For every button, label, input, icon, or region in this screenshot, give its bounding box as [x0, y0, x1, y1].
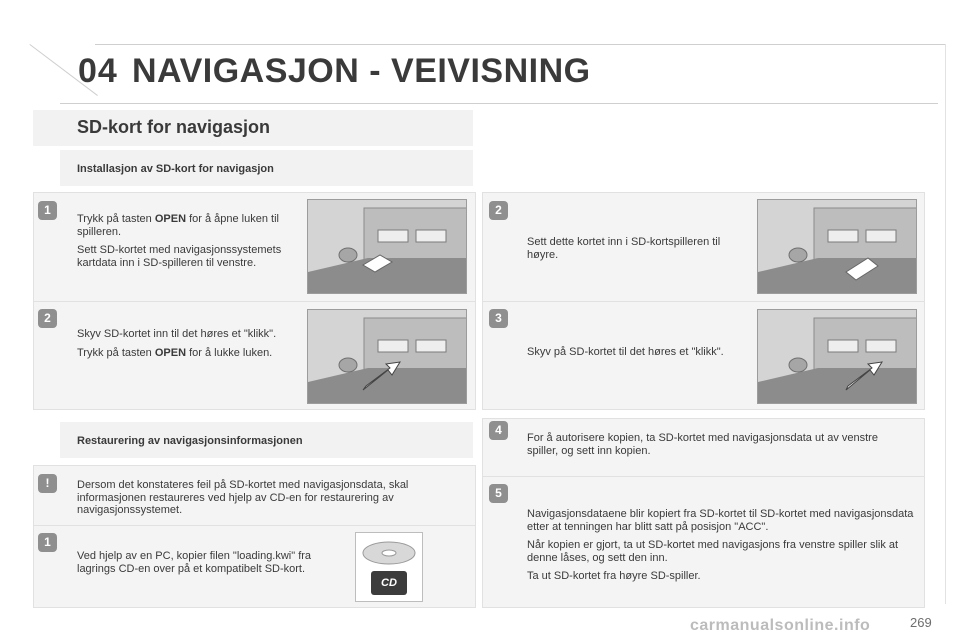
- install-heading: Installasjon av SD-kort for navigasjon: [77, 163, 274, 175]
- cd-label: CD: [381, 577, 397, 589]
- restore-heading: Restaurering av navigasjonsinformasjonen: [77, 435, 303, 447]
- warning-badge: !: [38, 474, 57, 493]
- chapter-number: 04: [78, 52, 118, 90]
- panel-divider: [482, 476, 925, 477]
- header-rule-bottom: [60, 103, 938, 104]
- panel-divider: [482, 301, 925, 302]
- header-rule-top: [95, 44, 945, 45]
- page-title: NAVIGASJON - VEIVISNING: [132, 52, 591, 90]
- page-number: 269: [910, 615, 932, 630]
- step-badge: 3: [489, 309, 508, 328]
- page-right-rule: [945, 44, 946, 604]
- step-3-text: Skyv på SD-kortet til det høres et "klikk".: [527, 346, 724, 358]
- step-badge: 1: [38, 201, 57, 220]
- sd-slot-illustration-push-right: [757, 309, 917, 404]
- section-title: SD-kort for navigasjon: [77, 117, 271, 137]
- step-2-text: Skyv SD-kortet inn til det høres et "klikk". Trykk på tasten OPEN for å lukke luken.: [77, 328, 277, 359]
- step-badge: 2: [38, 309, 57, 328]
- step-badge: 2: [489, 201, 508, 220]
- watermark: carmanualsonline.info: [690, 617, 871, 634]
- step-1-text: Trykk på tasten OPEN for å åpne luken til spilleren. Sett SD-kortet med navigasjonssystemets kartdata inn i SD-spilleren til venstre.: [77, 213, 282, 269]
- sd-slot-illustration-push-left: [307, 309, 467, 404]
- restore-warning-text: Dersom det konstateres feil på SD-kortet med navigasjonsdata, skal informasjonen restaureres ved hjelp av CD-en for restaurering av navigasjonssystemet.: [77, 479, 409, 516]
- panel-divider: [33, 525, 476, 526]
- sd-slot-illustration-insert-right: [757, 199, 917, 294]
- cd-illustration: [355, 532, 423, 602]
- panel-divider: [33, 301, 476, 302]
- step-badge: 4: [489, 421, 508, 440]
- sd-slot-illustration-insert-left: [307, 199, 467, 294]
- restore-step-1-text: Ved hjelp av en PC, kopier filen "loading.kwi" fra lagrings CD-en over på et kompatibelt SD-kort.: [77, 550, 312, 575]
- step-2-right-text: Sett dette kortet inn i SD-kortspilleren til høyre.: [527, 236, 721, 261]
- restore-step-4-text: For å autorisere kopien, ta SD-kortet med navigasjonsdata ut av venstre spiller, og sett inn kopien.: [527, 432, 878, 457]
- restore-step-5-text: Navigasjonsdataene blir kopiert fra SD-kortet til SD-kortet med navigasjonsdata etter at tenningen har blitt satt på posisjon "ACC". Når kopien er gjort, ta ut SD-kortet med navigasjons fra venstre spiller slik at denne låses, og sett den inn. Ta ut SD-kortet fra høyre SD-spiller.: [527, 508, 914, 582]
- step-badge: 1: [38, 533, 57, 552]
- step-badge: 5: [489, 484, 508, 503]
